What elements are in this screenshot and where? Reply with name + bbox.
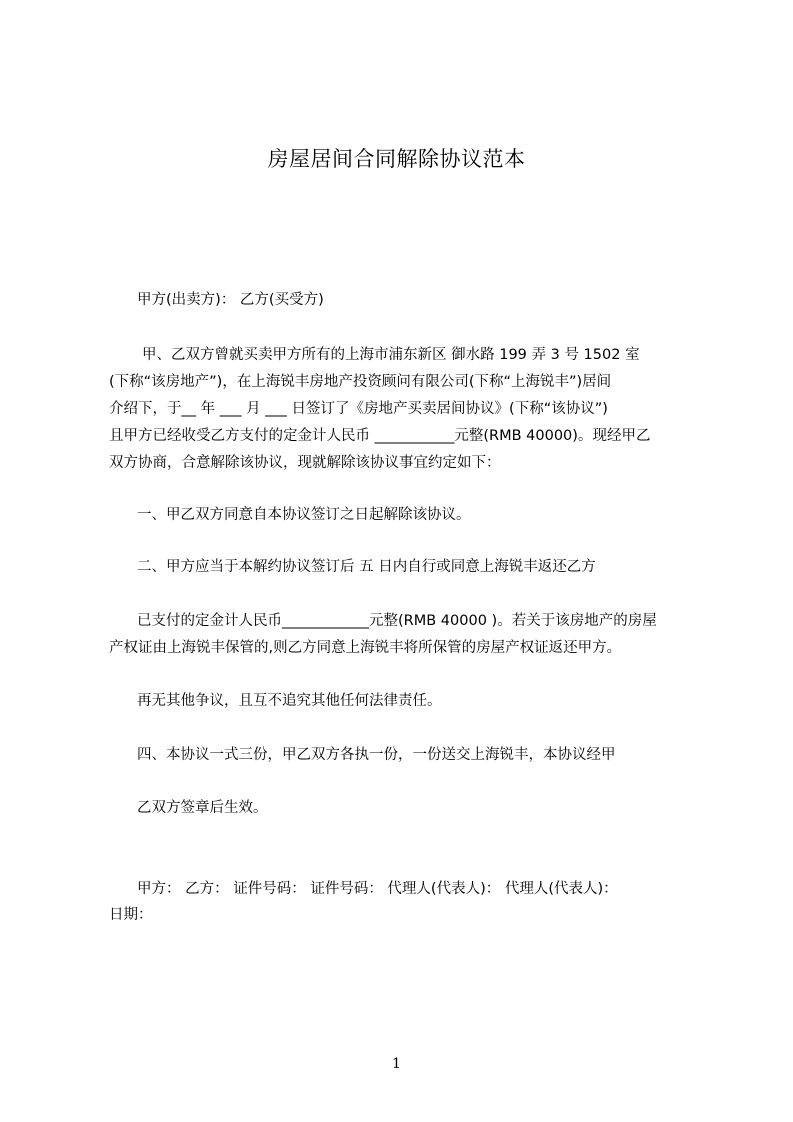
clause-1: 一、甲乙双方同意自本协议签订之日起解除该协议。 <box>137 507 471 523</box>
clause-4: 四、本协议一式三份，甲乙双方各执一份，一份送交上海锐丰，本协议经甲 <box>137 747 616 763</box>
document-title: 房屋居间合同解除协议范本 <box>267 147 526 171</box>
clause-2: 二、甲方应当于本解约协议签订后 五 日内自行或同意上海锐丰返还乙方 <box>137 559 596 575</box>
clause-2-continued-2: 产权证由上海锐丰保管的,则乙方同意上海锐丰将所保管的房屋产权证返还甲方。 <box>109 640 622 656</box>
signature-line: 甲方： 乙方： 证件号码： 证件号码： 代理人(代表人)： 代理人(代表人)： <box>137 881 618 897</box>
clause-3: 再无其他争议，且互不追究其他任何法律责任。 <box>137 693 442 709</box>
clause-4-continued: 乙双方签章后生效。 <box>137 800 268 816</box>
clause-2-continued-1: 已支付的定金计人民币____________元整(RMB 40000 )。若关于该房地产的房屋 <box>137 613 657 629</box>
parties-line: 甲方(出卖方)： 乙方(买受方) <box>137 292 324 308</box>
intro-line-2: (下称“该房地产”)，在上海锐丰房地产投资顾问有限公司(下称“上海锐丰”)居间 <box>109 374 612 390</box>
intro-line-3: 介绍下，于__ 年 ___ 月 ___ 日签订了《房地产买卖居间协议》(下称“该协议”) <box>109 401 608 417</box>
intro-line-1: 甲、乙双方曾就买卖甲方所有的上海市浦东新区 御水路 199 弄 3 号 1502 室 <box>142 347 640 363</box>
intro-line-5: 双方协商，合意解除该协议，现就解除该协议事宜约定如下： <box>109 455 501 471</box>
intro-line-4: 且甲方已经收受乙方支付的定金计人民币 ___________元整(RMB 40000)。现经甲乙 <box>109 428 651 444</box>
page-number: 1 <box>392 1056 401 1072</box>
date-label: 日期： <box>109 907 153 923</box>
